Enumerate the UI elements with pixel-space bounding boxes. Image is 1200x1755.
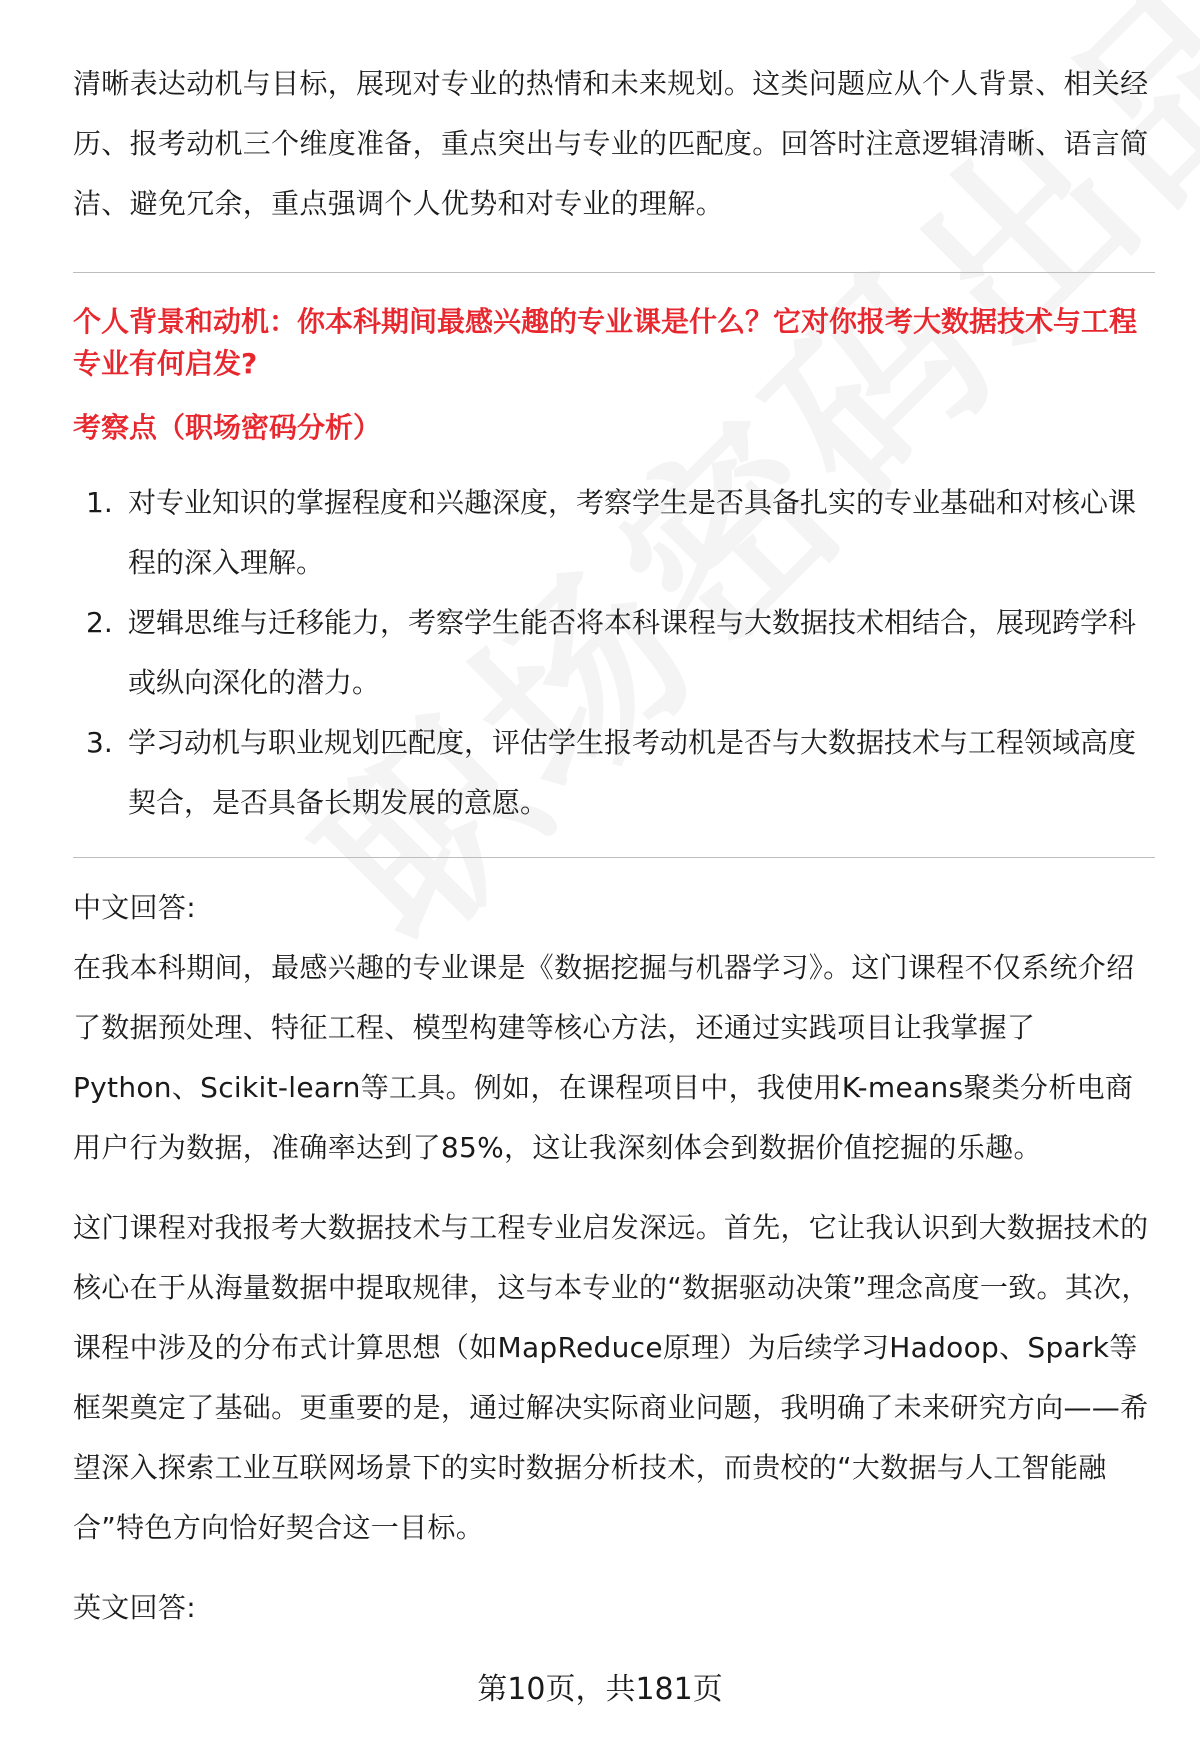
list-item-number: 3. — [86, 726, 113, 759]
divider-top — [73, 272, 1155, 273]
chinese-answer-label: 中文回答: — [73, 891, 196, 924]
divider-middle — [73, 857, 1155, 858]
list-item-text: 逻辑思维与迁移能力，考察学生能否将本科课程与大数据技术相结合，展现跨学科或纵向深化的潜力。 — [128, 606, 1137, 699]
document-page — [73, 54, 1153, 1638]
list-item-number: 2. — [86, 606, 113, 639]
list-item-number: 1. — [86, 486, 113, 519]
assessment-heading: 考察点（职场密码分析） — [73, 411, 382, 444]
list-item-text: 学习动机与职业规划匹配度，评估学生报考动机是否与大数据技术与工程领域高度契合，是否具备长期发展的意愿。 — [128, 726, 1137, 819]
list-item — [73, 473, 1153, 593]
list-item — [73, 593, 1153, 713]
intro-paragraph: 清晰表达动机与目标，展现对专业的热情和未来规划。这类问题应从个人背景、相关经历、报考动机三个维度准备，重点突出与专业的匹配度。回答时注意逻辑清晰、语言简洁、避免冗余，重点强调个人优势和对专业的理解。 — [73, 67, 1149, 220]
chinese-answer-paragraph-2: 这门课程对我报考大数据技术与工程专业启发深远。首先，它让我认识到大数据技术的核心在于从海量数据中提取规律，这与本专业的“数据驱动决策”理念高度一致。其次，课程中涉及的分布式计算思想（如MapReduce原理）为后续学习Hadoop、Spark等框架奠定了基础。更重要的是，通过解决实际商业问题，我明确了未来研究方向——希望深入探索工业互联网场景下的实时数据分析技术，而贵校的“大数据与人工智能融合”特色方向恰好契合这一目标。 — [73, 1211, 1150, 1544]
assessment-list — [73, 473, 1153, 833]
list-item-text: 对专业知识的掌握程度和兴趣深度，考察学生是否具备扎实的专业基础和对核心课程的深入理解。 — [128, 486, 1137, 579]
chinese-answer-paragraph-1: 在我本科期间，最感兴趣的专业课是《数据挖掘与机器学习》。这门课程不仅系统介绍了数据预处理、特征工程、模型构建等核心方法，还通过实践项目让我掌握了Python、Scikit-learn等工具。例如，在课程项目中，我使用K-means聚类分析电商用户行为数据，准确率达到了85%，这让我深刻体会到数据价值挖掘的乐趣。 — [73, 951, 1135, 1164]
question-title: 个人背景和动机：你本科期间最感兴趣的专业课是什么？它对你报考大数据技术与工程专业有何启发? — [73, 305, 1138, 380]
list-item — [73, 713, 1153, 833]
english-answer-label: 英文回答: — [73, 1591, 196, 1624]
page-number-footer: 第10页，共181页 — [477, 1672, 723, 1707]
